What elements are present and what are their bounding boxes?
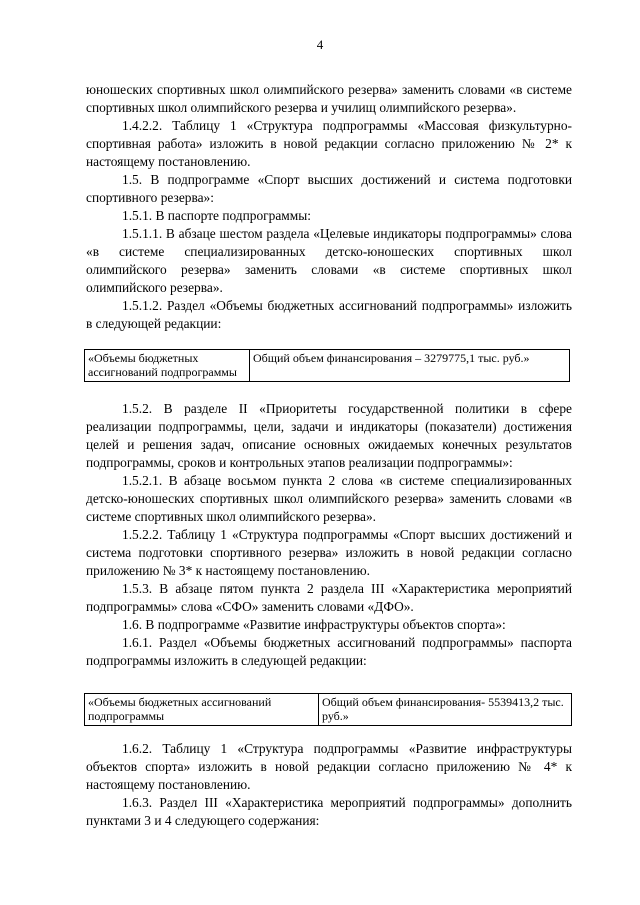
paragraph-1-6-3: 1.6.3. Раздел III «Характеристика мероприятий подпрограммы» дополнить пунктами 3 и 4 следующего содержания: xyxy=(86,795,572,828)
paragraph-1-6: 1.6. В подпрограмме «Развитие инфраструктуры объектов спорта»: xyxy=(122,617,506,632)
paragraph-1-5-1-1: 1.5.1.1. В абзаце шестом раздела «Целевые индикаторы подпрограммы» слова «в системе специализированных детско-юношеских спортивных школ олимпийского резерва» заменить словами «в системе спортивных школ олимпийского резерва». xyxy=(86,226,572,295)
paragraph-continuation: юношеских спортивных школ олимпийского резерва» заменить словами «в системе спортивных школ олимпийского резерва и училищ олимпийского резерва». xyxy=(86,82,572,115)
budget-table-1 xyxy=(84,349,570,382)
text-block-3 xyxy=(86,740,572,830)
table-value-cell: Общий объем финансирования- 5539413,2 тыс. руб.» xyxy=(319,694,572,726)
table-label-cell: «Объемы бюджетных ассигнований подпрограммы xyxy=(85,350,250,382)
paragraph-1-6-2: 1.6.2. Таблицу 1 «Структура подпрограммы «Развитие инфраструктуры объектов спорта» изложить в новой редакции согласно приложению № 4* к настоящему постановлению. xyxy=(86,741,572,792)
text-block-1 xyxy=(86,81,572,333)
budget-table-2 xyxy=(84,693,572,726)
table-row xyxy=(85,350,570,382)
paragraph-1-5-3: 1.5.3. В абзаце пятом пункта 2 раздела III «Характеристика мероприятий подпрограммы» слова «СФО» заменить словами «ДФО». xyxy=(86,581,572,614)
table-label-cell: «Объемы бюджетных ассигнований подпрограммы xyxy=(85,694,319,726)
text-block-2 xyxy=(86,400,572,670)
paragraph-1-4-2-2: 1.4.2.2. Таблицу 1 «Структура подпрограммы «Массовая физкультурно-спортивная работа» изложить в новой редакции согласно приложению № 2* к настоящему постановлению. xyxy=(86,118,572,169)
paragraph-1-5-2: 1.5.2. В разделе II «Приоритеты государственной политики в сфере реализации подпрограммы, цели, задачи и индикаторы (показатели) достижения целей и решения задач, описание основных ожидаемых конечных результатов подпрограммы, сроков и контрольных этапов реализации подпрограммы»: xyxy=(86,401,572,470)
paragraph-1-5-1-2: 1.5.1.2. Раздел «Объемы бюджетных ассигнований подпрограммы» изложить в следующей редакции: xyxy=(86,298,572,331)
paragraph-1-5-2-1: 1.5.2.1. В абзаце восьмом пункта 2 слова «в системе специализированных детско-юношеских спортивных школ олимпийского резерва» заменить словами «в системе спортивных школ олимпийского резерва». xyxy=(86,473,572,524)
paragraph-1-6-1: 1.6.1. Раздел «Объемы бюджетных ассигнований подпрограммы» паспорта подпрограммы изложить в следующей редакции: xyxy=(86,635,572,668)
paragraph-1-5-2-2: 1.5.2.2. Таблицу 1 «Структура подпрограммы «Спорт высших достижений и система подготовки спортивного резерва» изложить в новой редакции согласно приложению № 3* к настоящему постановлению. xyxy=(86,527,572,578)
table-value-cell: Общий объем финансирования – 3279775,1 тыс. руб.» xyxy=(250,350,570,382)
paragraph-1-5-1: 1.5.1. В паспорте подпрограммы: xyxy=(122,208,311,223)
paragraph-1-5: 1.5. В подпрограмме «Спорт высших достижений и система подготовки спортивного резерва»: xyxy=(86,172,572,205)
table-row xyxy=(85,694,572,726)
page-number: 4 xyxy=(316,37,324,52)
